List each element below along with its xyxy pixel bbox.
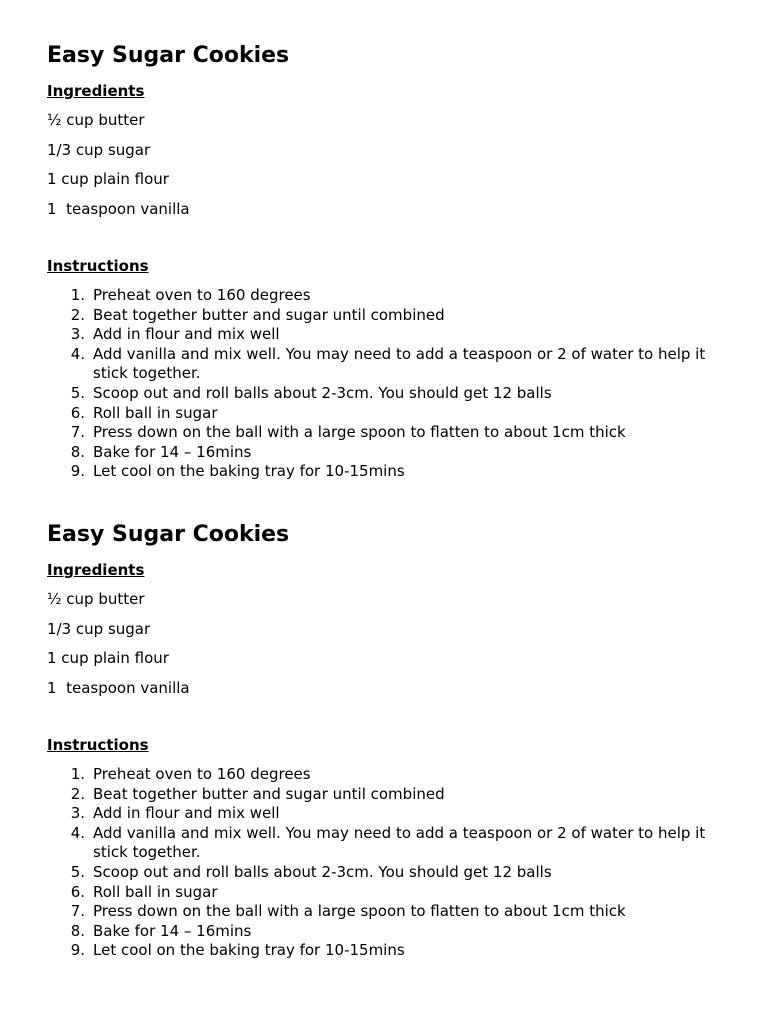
step-number: 2. (70, 784, 85, 803)
step-number: 8. (70, 442, 85, 461)
step-number: 4. (70, 823, 85, 842)
step-number: 9. (70, 941, 85, 960)
instruction-step (47, 443, 727, 463)
instruction-step (47, 922, 727, 942)
step-text: Beat together butter and sugar until combined (93, 784, 445, 803)
ingredients-heading: Ingredients (47, 561, 145, 579)
step-text: Let cool on the baking tray for 10-15mins (93, 941, 405, 960)
step-number: 8. (70, 921, 85, 940)
step-number: 1. (70, 765, 85, 783)
step-text: Roll ball in sugar (93, 403, 218, 422)
recipe-title: Easy Sugar Cookies (47, 522, 290, 547)
step-text: Roll ball in sugar (93, 882, 218, 901)
step-text: Add in flour and mix well (93, 804, 280, 823)
instruction-step (47, 785, 727, 805)
step-number: 1. (70, 286, 85, 304)
step-number: 3. (70, 325, 85, 344)
instruction-step (47, 384, 727, 404)
step-text: Preheat oven to 160 degrees (93, 286, 311, 304)
instruction-step (47, 404, 727, 424)
ingredient-item: ½ cup butter (47, 590, 145, 608)
ingredient-item: 1/3 cup sugar (47, 140, 151, 159)
step-number: 7. (70, 902, 85, 921)
instruction-step (47, 325, 727, 345)
step-number: 5. (70, 383, 85, 402)
instruction-step (47, 883, 727, 903)
step-text: Bake for 14 – 16mins (93, 921, 252, 940)
ingredient-item: 1/3 cup sugar (47, 619, 151, 638)
recipe-title: Easy Sugar Cookies (47, 43, 290, 68)
instruction-step (47, 863, 727, 883)
ingredients-heading: Ingredients (47, 82, 145, 100)
step-number: 6. (70, 882, 85, 901)
step-text: Beat together butter and sugar until combined (93, 305, 445, 324)
instruction-step (47, 804, 727, 824)
step-number: 2. (70, 305, 85, 324)
step-number: 3. (70, 804, 85, 823)
instruction-step (47, 423, 727, 443)
ingredients-list (47, 111, 190, 229)
step-number: 5. (70, 862, 85, 881)
step-text: Preheat oven to 160 degrees (93, 765, 311, 783)
instruction-step (47, 941, 727, 961)
step-text: Add in flour and mix well (93, 325, 280, 344)
step-text: Add vanilla and mix well. You may need to add a teaspoon or 2 of water to help it stick together. (93, 823, 706, 862)
ingredient-item: 1 teaspoon vanilla (47, 199, 190, 218)
ingredient-item: ½ cup butter (47, 111, 145, 129)
step-text: Press down on the ball with a large spoon to flatten to about 1cm thick (93, 902, 626, 921)
step-number: 9. (70, 462, 85, 481)
instructions-heading: Instructions (47, 736, 149, 754)
instruction-step (47, 345, 727, 384)
step-number: 7. (70, 423, 85, 442)
instructions-list (47, 765, 727, 961)
step-text: Let cool on the baking tray for 10-15mins (93, 462, 405, 481)
instruction-step (47, 462, 727, 482)
instructions-list (47, 286, 727, 482)
instruction-step (47, 902, 727, 922)
step-number: 4. (70, 344, 85, 363)
instruction-step (47, 765, 727, 785)
instruction-step (47, 824, 727, 863)
ingredient-item: 1 cup plain flour (47, 170, 169, 188)
instruction-step (47, 306, 727, 326)
step-text: Add vanilla and mix well. You may need to add a teaspoon or 2 of water to help it stick together. (93, 344, 706, 383)
ingredient-item: 1 teaspoon vanilla (47, 678, 190, 697)
instruction-step (47, 286, 727, 306)
step-number: 6. (70, 403, 85, 422)
instructions-heading: Instructions (47, 257, 149, 275)
ingredient-item: 1 cup plain flour (47, 649, 169, 667)
step-text: Scoop out and roll balls about 2-3cm. You should get 12 balls (93, 383, 552, 402)
step-text: Press down on the ball with a large spoon to flatten to about 1cm thick (93, 423, 626, 442)
step-text: Bake for 14 – 16mins (93, 442, 252, 461)
step-text: Scoop out and roll balls about 2-3cm. You should get 12 balls (93, 862, 552, 881)
ingredients-list (47, 590, 190, 708)
